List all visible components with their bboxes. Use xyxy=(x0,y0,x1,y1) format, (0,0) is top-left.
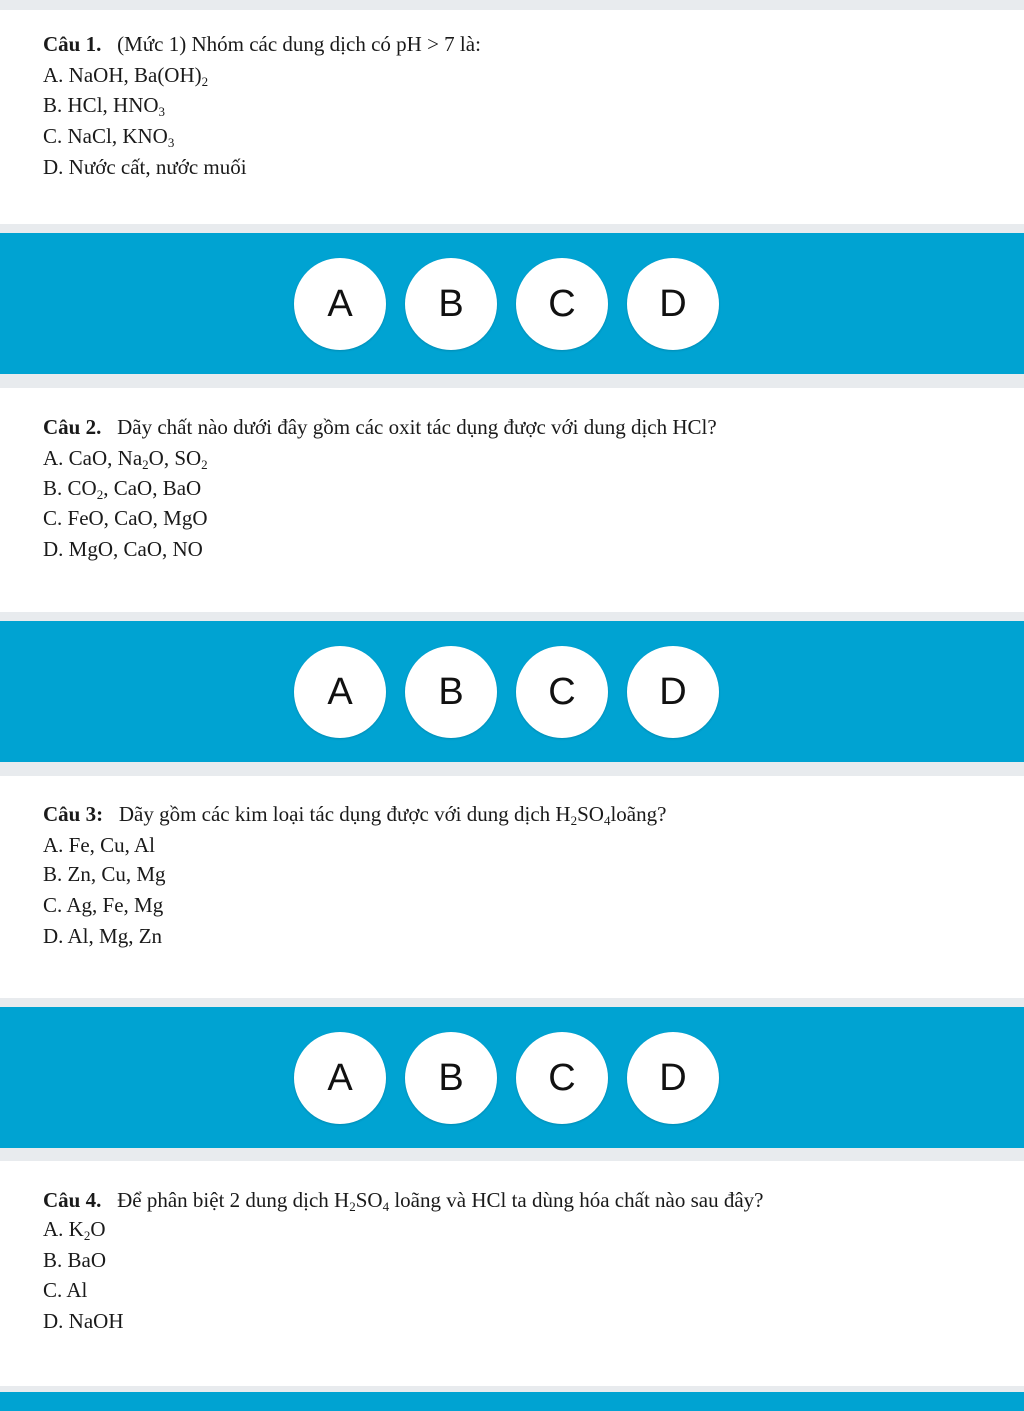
option-d: D. NaOH xyxy=(43,1309,124,1333)
question-number: Câu 2. xyxy=(43,415,102,439)
answer-button-a[interactable]: A xyxy=(294,1032,386,1124)
option-d: D. Nước cất, nước muối xyxy=(43,155,247,179)
option-d: D. Al, Mg, Zn xyxy=(43,924,163,948)
option-b: B. HCl, $HNO_3$ xyxy=(43,93,166,119)
option-a: A. NaOH, $Ba(OH)_2$ xyxy=(43,63,209,89)
answer-band-3 xyxy=(0,1007,1024,1148)
answer-button-d[interactable]: D xyxy=(627,646,719,738)
option-c: C. Ag, Fe, Mg xyxy=(43,893,164,917)
question-text: Dãy chất nào dưới đây gồm các oxit tác dụng được với dung dịch HCl? xyxy=(117,415,717,439)
question-card-1 xyxy=(0,10,1024,224)
answer-band-4 xyxy=(0,1392,1024,1411)
question-card-2 xyxy=(0,388,1024,612)
question-text: Dãy gồm các kim loại tác dụng được với dung dịch $H_2SO_4loãng$? xyxy=(118,802,667,828)
option-b: B. $CO_2$, CaO, BaO xyxy=(43,476,202,502)
option-c: C. NaCl, $KNO_3$ xyxy=(43,124,175,150)
answer-button-a[interactable]: A xyxy=(294,646,386,738)
option-b: B. BaO xyxy=(43,1248,107,1272)
answer-band-2 xyxy=(0,621,1024,762)
answer-button-d[interactable]: D xyxy=(627,1032,719,1124)
option-a: A. CaO, $Na_2O$, $SO_2$ xyxy=(43,446,208,472)
answer-button-c[interactable]: C xyxy=(516,258,608,350)
question-card-4 xyxy=(0,1161,1024,1386)
question-number: Câu 4. xyxy=(43,1188,102,1212)
answer-button-b[interactable]: B xyxy=(405,646,497,738)
answer-button-c[interactable]: C xyxy=(516,1032,608,1124)
question-title xyxy=(43,31,481,57)
question-title xyxy=(43,801,666,827)
question-title xyxy=(43,1187,763,1213)
question-number: Câu 3: xyxy=(43,802,104,826)
option-d: D. MgO, CaO, NO xyxy=(43,537,203,561)
answer-button-b[interactable]: B xyxy=(405,258,497,350)
question-text: (Mức 1) Nhóm các dung dịch có pH > 7 là: xyxy=(117,32,481,56)
option-b: B. Zn, Cu, Mg xyxy=(43,862,166,886)
question-card-3 xyxy=(0,776,1024,998)
answer-button-c[interactable]: C xyxy=(516,646,608,738)
option-c: C. FeO, CaO, MgO xyxy=(43,506,208,530)
answer-band-1 xyxy=(0,233,1024,374)
question-number: Câu 1. xyxy=(43,32,102,56)
option-a: A. Fe, Cu, Al xyxy=(43,833,156,857)
option-c: C. Al xyxy=(43,1278,88,1302)
question-title xyxy=(43,414,717,440)
answer-button-a[interactable]: A xyxy=(294,258,386,350)
answer-button-d[interactable]: D xyxy=(627,258,719,350)
option-a: A. $K_2O$ xyxy=(43,1217,106,1243)
answer-button-b[interactable]: B xyxy=(405,1032,497,1124)
question-text: Để phân biệt 2 dung dịch $H_2SO_4$ loãng và HCl ta dùng hóa chất nào sau đây? xyxy=(117,1188,764,1214)
